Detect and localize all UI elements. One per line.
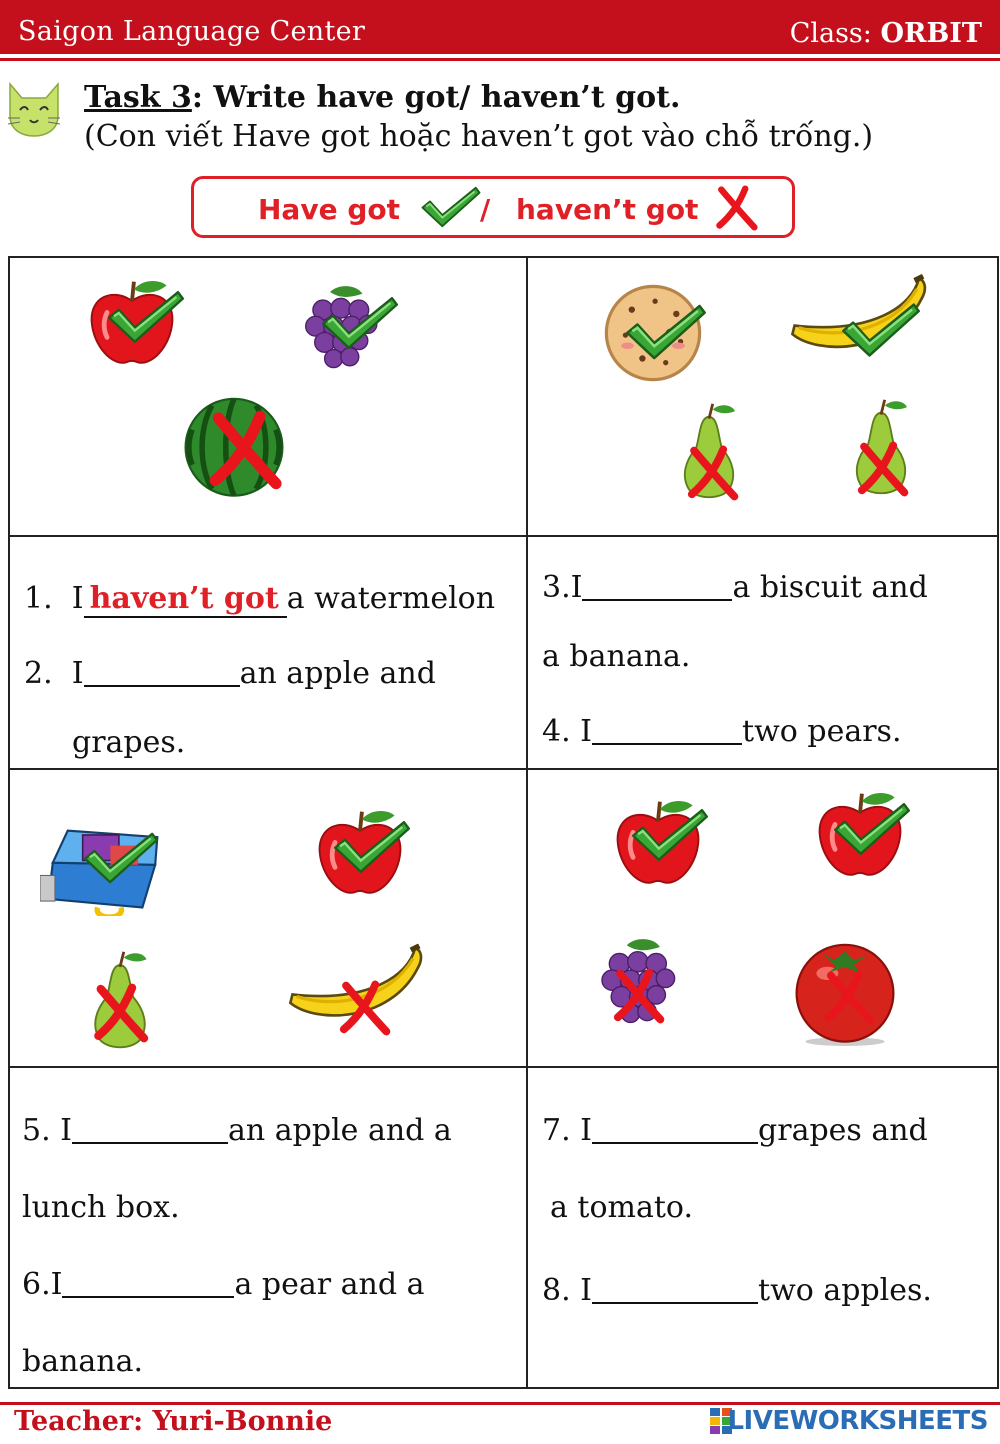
class-label: Class: — [789, 18, 872, 49]
task-instruction: : Write have got/ haven’t got. — [191, 80, 681, 115]
sentence-5-blank[interactable] — [72, 1114, 228, 1144]
sentence-3-rest: a biscuit and — [732, 570, 928, 605]
sentence-4 — [542, 711, 901, 749]
cross-icon — [336, 980, 392, 1036]
sentence-7-number: 7. — [542, 1113, 571, 1148]
cross-icon — [204, 408, 284, 492]
picture-panel-1 — [10, 258, 526, 535]
liveworksheets-brand[interactable]: LIVEWORKSHEETS — [727, 1406, 988, 1436]
sentence-2 — [24, 653, 436, 691]
sentence-1-answer[interactable]: haven’t got — [84, 581, 287, 618]
sentence-8 — [542, 1270, 932, 1308]
sentence-3 — [542, 567, 928, 605]
sentence-7 — [542, 1110, 928, 1148]
sentence-5 — [22, 1110, 452, 1148]
check-icon — [332, 818, 412, 876]
center-name: Saigon Language Center — [18, 16, 366, 47]
header-bar — [0, 0, 1000, 54]
check-icon — [106, 288, 186, 346]
sentence-6 — [22, 1264, 424, 1302]
sentence-6-subject: I — [50, 1267, 63, 1302]
header-divider — [0, 58, 1000, 61]
sentence-7-blank[interactable] — [592, 1114, 758, 1144]
sentence-panel-4 — [528, 1068, 999, 1387]
legend-havent-got: haven’t got — [516, 193, 699, 226]
sentence-2-blank[interactable] — [84, 657, 240, 687]
class-name: ORBIT — [880, 18, 982, 49]
sentence-2-rest: an apple and — [239, 656, 436, 691]
sentence-5-rest: an apple and a — [228, 1113, 452, 1148]
sentence-3-blank[interactable] — [582, 571, 732, 601]
task-subtitle: (Con viết Have got hoặc haven’t got vào chỗ trống.) — [84, 119, 874, 154]
sentence-1 — [24, 581, 495, 618]
check-icon — [624, 302, 708, 362]
cat-mascot-icon — [4, 76, 64, 138]
sentence-7-rest: grapes and — [758, 1113, 928, 1148]
check-icon — [320, 294, 400, 352]
cross-icon — [854, 440, 910, 498]
sentence-3-subject: I — [570, 570, 583, 605]
cross-icon — [712, 185, 760, 231]
sentence-8-subject: I — [580, 1273, 593, 1308]
footer-divider — [0, 1402, 1000, 1405]
sentence-panel-1 — [10, 537, 526, 768]
legend-box — [191, 176, 795, 238]
sentence-3-number: 3. — [542, 570, 571, 605]
sentence-3-continuation: a banana. — [542, 639, 691, 674]
cross-icon — [90, 982, 150, 1044]
check-icon — [840, 300, 922, 360]
sentence-8-rest: two apples. — [758, 1273, 932, 1308]
sentence-8-blank[interactable] — [592, 1274, 758, 1304]
sentence-6-number: 6. — [22, 1267, 51, 1302]
sentence-6-blank[interactable] — [62, 1268, 234, 1298]
sentence-1-subject: I — [71, 581, 84, 616]
sentence-panel-2 — [528, 537, 999, 768]
legend-have-got: Have got — [258, 193, 400, 226]
check-icon — [630, 806, 710, 864]
check-icon — [420, 185, 482, 229]
picture-panel-4 — [528, 770, 999, 1066]
sentence-1-number: 1. — [24, 581, 53, 616]
sentence-4-blank[interactable] — [592, 715, 742, 745]
sentence-5-continuation: lunch box. — [22, 1190, 180, 1225]
cross-icon — [820, 970, 876, 1024]
sentence-2-number: 2. — [24, 656, 53, 691]
sentence-6-continuation: banana. — [22, 1344, 144, 1379]
picture-panel-3 — [10, 770, 526, 1066]
sentence-2-continuation: grapes. — [72, 725, 186, 760]
legend-slash: / — [480, 193, 491, 226]
check-icon — [82, 830, 160, 886]
cross-icon — [610, 968, 666, 1024]
class-label-group — [790, 18, 982, 49]
sentence-5-number: 5. — [22, 1113, 51, 1148]
sentence-6-rest: a pear and a — [234, 1267, 425, 1302]
sentence-4-number: 4. — [542, 714, 571, 749]
sentence-4-subject: I — [580, 714, 593, 749]
sentence-1-rest: a watermelon — [286, 581, 496, 616]
sentence-7-subject: I — [580, 1113, 593, 1148]
check-icon — [832, 800, 912, 858]
teacher-credit: Teacher: Yuri-Bonnie — [14, 1406, 333, 1437]
sentence-8-number: 8. — [542, 1273, 571, 1308]
exercise-grid — [8, 256, 999, 1389]
sentence-panel-3 — [10, 1068, 526, 1387]
sentence-4-rest: two pears. — [742, 714, 902, 749]
sentence-7-continuation: a tomato. — [550, 1190, 693, 1225]
cross-icon — [684, 444, 740, 502]
sentence-2-subject: I — [71, 656, 84, 691]
task-number: Task 3 — [84, 80, 192, 115]
task-title — [84, 80, 680, 115]
sentence-5-subject: I — [60, 1113, 73, 1148]
picture-panel-2 — [528, 258, 999, 535]
